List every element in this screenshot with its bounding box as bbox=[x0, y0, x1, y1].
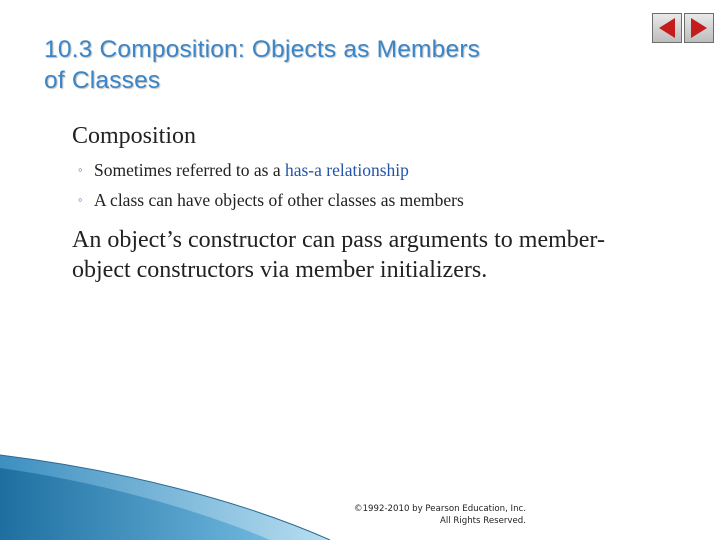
bullet-constructor bbox=[72, 225, 605, 285]
triangle-left-icon bbox=[659, 18, 675, 38]
slide-title bbox=[44, 34, 664, 96]
sub-bullet-has-a bbox=[94, 159, 409, 181]
bullet-composition: Composition bbox=[72, 123, 197, 149]
copyright-line-1: ©1992-2010 by Pearson Education, Inc. bbox=[353, 504, 526, 514]
slide-title-line-1: 10.3 Composition: Objects as Members bbox=[44, 36, 481, 63]
bullet-constructor-line-2: object constructors via member initializers. bbox=[72, 257, 488, 283]
sub-bullet-class-members: A class can have objects of other classes as members bbox=[94, 190, 464, 210]
bullet-constructor-line-1: An object’s constructor can pass arguments to member- bbox=[72, 227, 605, 253]
sub-bullet-marker-icon: ◦ bbox=[78, 192, 83, 207]
sub-bullet-has-a-prefix: Sometimes referred to as a bbox=[94, 160, 285, 180]
triangle-right-icon bbox=[691, 18, 707, 38]
slide-title-line-2: of Classes bbox=[44, 67, 161, 94]
slide-navigation bbox=[652, 13, 714, 43]
has-a-relationship-term: has-a relationship bbox=[284, 160, 409, 180]
next-slide-button[interactable] bbox=[684, 13, 714, 43]
copyright-notice bbox=[354, 503, 526, 527]
previous-slide-button[interactable] bbox=[652, 13, 682, 43]
copyright-line-2: All Rights Reserved. bbox=[440, 516, 526, 526]
sub-bullet-marker-icon: ◦ bbox=[78, 162, 83, 177]
